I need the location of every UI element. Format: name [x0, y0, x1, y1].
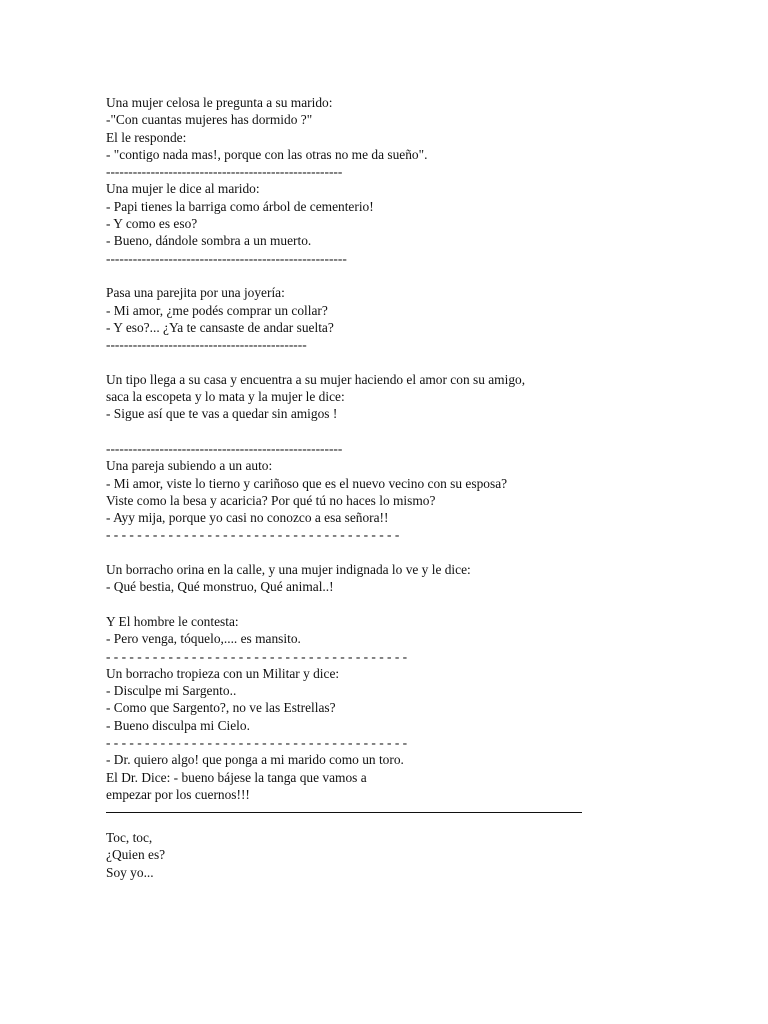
text-line: - Pero venga, tóquelo,.... es mansito. — [106, 631, 301, 647]
horizontal-rule — [106, 812, 582, 813]
text-line: Viste como la besa y acaricia? Por qué tú no haces lo mismo? — [106, 492, 436, 508]
text-line: Una mujer le dice al marido: — [106, 181, 260, 197]
text-line: Un borracho tropieza con un Militar y dice: — [106, 665, 340, 681]
text-line: ------------------------------------------------------ — [106, 250, 347, 266]
blank-line — [106, 267, 746, 284]
text-line: - Dr. quiero algo! que ponga a mi marido como un toro. — [106, 752, 404, 768]
text-line: - - - - - - - - - - - - - - - - - - - - - - - - - - - - - - - - - - - - - - - — [106, 734, 408, 750]
text-line: - Bueno, dándole sombra a un muerto. — [106, 233, 312, 249]
text-line: - Sigue así que te vas a quedar sin amigos ! — [106, 406, 338, 422]
text-line: - Qué bestia, Qué monstruo, Qué animal..! — [106, 579, 334, 595]
blank-line — [106, 544, 746, 561]
text-line: Y El hombre le contesta: — [106, 613, 239, 629]
text-line: - Ayy mija, porque yo casi no conozco a esa señora!! — [106, 510, 389, 526]
text-line: empezar por los cuernos!!! — [106, 786, 250, 802]
text-line: saca la escopeta y lo mata y la mujer le dice: — [106, 389, 345, 405]
text-line: Un borracho orina en la calle, y una mujer indignada lo ve y le dice: — [106, 562, 471, 578]
document-page — [106, 94, 746, 881]
text-line: - Disculpe mi Sargento.. — [106, 683, 237, 699]
text-line: Toc, toc, — [106, 830, 153, 846]
text-line: - Y como es eso? — [106, 216, 198, 232]
text-line: - Como que Sargento?, no ve las Estrellas? — [106, 700, 336, 716]
text-line: - - - - - - - - - - - - - - - - - - - - - - - - - - - - - - - - - - - - - - - — [106, 648, 408, 664]
text-line: - Papi tienes la barriga como árbol de cementerio! — [106, 198, 374, 214]
text-line: --------------------------------------------- — [106, 337, 307, 353]
text-line: El le responde: — [106, 129, 187, 145]
text-line: - Bueno disculpa mi Cielo. — [106, 717, 250, 733]
text-line: Pasa una parejita por una joyería: — [106, 285, 285, 301]
text-line: - - - - - - - - - - - - - - - - - - - - - - - - - - - - - - - - - - - - - - — [106, 527, 400, 543]
text-line: Una pareja subiendo a un auto: — [106, 458, 273, 474]
blank-line — [106, 423, 746, 440]
blank-line — [106, 596, 746, 613]
text-line: - "contigo nada mas!, porque con las otras no me da sueño". — [106, 146, 428, 162]
text-line: Una mujer celosa le pregunta a su marido: — [106, 95, 333, 110]
text-line: - Mi amor, ¿me podés comprar un collar? — [106, 302, 328, 318]
text-line: ----------------------------------------------------- — [106, 440, 343, 456]
text-line: Un tipo llega a su casa y encuentra a su mujer haciendo el amor con su amigo, — [106, 371, 526, 387]
text-line: -"Con cuantas mujeres has dormido ?" — [106, 112, 313, 128]
blank-line — [106, 353, 746, 370]
text-line: Soy yo... — [106, 864, 154, 880]
text-line: - Mi amor, viste lo tierno y cariñoso que es el nuevo vecino con su esposa? — [106, 475, 508, 491]
text-line: ¿Quien es? — [106, 847, 166, 863]
text-line: ----------------------------------------------------- — [106, 164, 343, 180]
text-line: El Dr. Dice: - bueno bájese la tanga que vamos a — [106, 769, 367, 785]
text-line: - Y eso?... ¿Ya te cansaste de andar suelta? — [106, 319, 334, 335]
